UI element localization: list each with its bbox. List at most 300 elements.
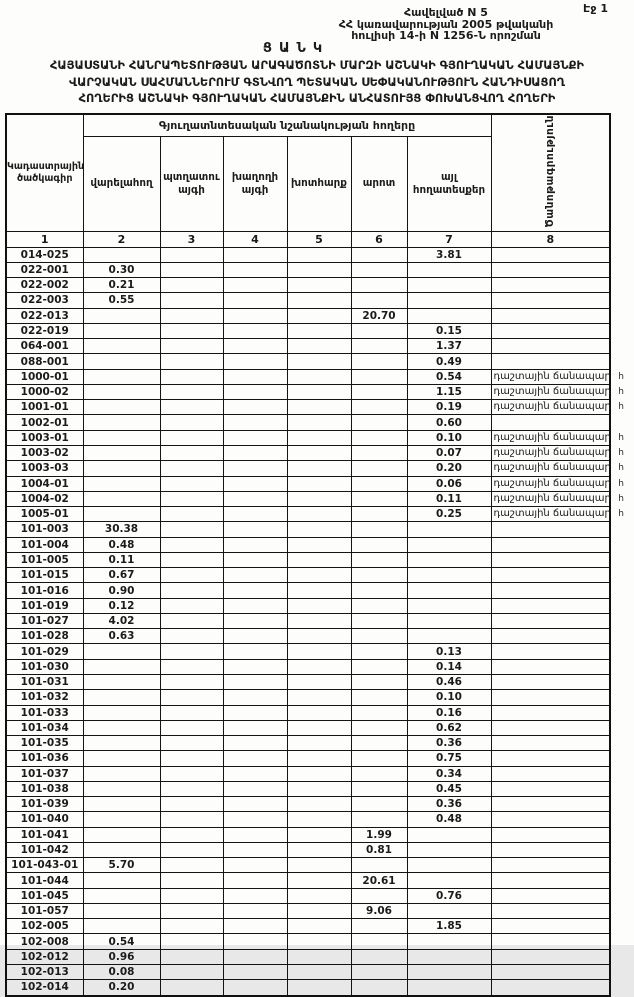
cadastral-code-cell: 064-001 <box>6 339 83 354</box>
cadastral-code-cell: 101-032 <box>6 690 83 705</box>
area-value-cell <box>351 568 407 583</box>
area-value-cell <box>83 797 160 812</box>
area-value-cell: 0.25 <box>407 507 491 522</box>
area-value-cell <box>287 491 351 506</box>
area-value-cell <box>160 873 223 888</box>
table-row <box>6 537 610 552</box>
area-value-cell <box>223 659 287 674</box>
area-value-cell <box>287 644 351 659</box>
table-row <box>6 415 610 430</box>
area-value-cell <box>223 323 287 338</box>
note-cell <box>491 980 610 996</box>
area-value-cell <box>160 965 223 980</box>
area-value-cell <box>160 980 223 996</box>
area-value-cell <box>160 919 223 934</box>
note-cell <box>491 430 625 445</box>
area-value-cell <box>160 781 223 796</box>
area-value-cell <box>223 644 287 659</box>
title-line: ՀՈՂԵՐԻՑ ԱՇՆԱԿԻ ԳՅՈՒՂԱԿԱՆ ՀԱՄԱՅՆՔԻՆ ԱՆՀԱՏՈՒՅՑ ՓՈԽԱՆՑՎՈՂ ՀՈՂԵՐԻ <box>78 91 556 105</box>
table-row <box>6 812 610 827</box>
note-overflow-character: հ <box>618 447 625 458</box>
area-value-cell <box>287 873 351 888</box>
cadastral-code-cell: 101-015 <box>6 568 83 583</box>
area-value-cell <box>287 980 351 996</box>
table-row <box>6 613 610 628</box>
cadastral-code-cell: 101-037 <box>6 766 83 781</box>
table-row <box>6 919 610 934</box>
table-row <box>6 323 610 338</box>
area-value-cell <box>287 339 351 354</box>
area-value-cell: 20.70 <box>351 308 407 323</box>
area-value-cell <box>287 354 351 369</box>
cadastral-code-cell: 101-038 <box>6 781 83 796</box>
table-row <box>6 965 610 980</box>
title-line: ՎԱՐՉԱԿԱՆ ՍԱՀՄԱՆՆԵՐՈՒՄ ԳՏՆՎՈՂ ՊԵՏԱԿԱՆ ՍԵՓԱԿԱՆՈՒԹՅՈՒՆ ՀԱՆԴԻՍԱՑՈՂ <box>69 74 565 89</box>
area-value-cell <box>160 247 223 262</box>
area-value-cell <box>83 461 160 476</box>
cadastral-code-cell: 101-036 <box>6 751 83 766</box>
table-row <box>6 842 610 857</box>
note-cell <box>491 903 610 918</box>
cadastral-code-cell: 1002-01 <box>6 415 83 430</box>
area-value-cell: 0.16 <box>407 705 491 720</box>
area-value-cell <box>287 522 351 537</box>
appendix-line: ՀՀ կառավարության 2005 թվականի <box>338 17 554 31</box>
area-value-cell <box>223 751 287 766</box>
cadastral-code-cell: 022-019 <box>6 323 83 338</box>
area-value-cell <box>351 293 407 308</box>
cadastral-code-cell: 022-002 <box>6 278 83 293</box>
column-number: 8 <box>491 231 610 247</box>
area-value-cell <box>160 736 223 751</box>
cadastral-code-cell: 101-019 <box>6 598 83 613</box>
area-value-cell <box>351 690 407 705</box>
area-value-cell: 0.45 <box>407 781 491 796</box>
column-number: 7 <box>407 231 491 247</box>
area-value-cell <box>83 369 160 384</box>
note-cell <box>491 613 610 628</box>
cadastral-code-cell: 1005-01 <box>6 507 83 522</box>
area-value-cell <box>351 369 407 384</box>
table-row <box>6 827 610 842</box>
area-value-cell: 0.11 <box>83 552 160 567</box>
area-value-cell: 0.30 <box>83 262 160 277</box>
area-value-cell: 0.10 <box>407 430 491 445</box>
cadastral-code-cell: 102-005 <box>6 919 83 934</box>
area-value-cell: 0.14 <box>407 659 491 674</box>
cadastral-code-cell: 101-004 <box>6 537 83 552</box>
area-value-cell <box>287 262 351 277</box>
table-row <box>6 720 610 735</box>
area-value-cell <box>351 888 407 903</box>
area-value-cell <box>351 491 407 506</box>
area-value-cell: 0.55 <box>83 293 160 308</box>
area-value-cell <box>287 568 351 583</box>
area-value-cell <box>160 690 223 705</box>
cadastral-code-cell: 101-039 <box>6 797 83 812</box>
area-value-cell <box>160 384 223 399</box>
note-cell <box>491 949 610 964</box>
area-value-cell <box>223 766 287 781</box>
area-value-cell <box>160 949 223 964</box>
area-value-cell <box>223 491 287 506</box>
area-value-cell <box>223 613 287 628</box>
area-value-cell <box>83 690 160 705</box>
note-text: դաշտային ճանապար <box>493 431 611 443</box>
col-header-orchard: պտղատու այգի <box>160 137 223 231</box>
note-cell <box>491 537 610 552</box>
area-value-cell <box>287 781 351 796</box>
area-value-cell <box>407 568 491 583</box>
area-value-cell <box>160 522 223 537</box>
table-row <box>6 690 610 705</box>
column-number: 2 <box>83 231 160 247</box>
area-value-cell <box>287 552 351 567</box>
column-number: 3 <box>160 231 223 247</box>
area-value-cell <box>160 415 223 430</box>
area-value-cell: 0.60 <box>407 415 491 430</box>
area-value-cell <box>83 507 160 522</box>
area-value-cell: 0.11 <box>407 491 491 506</box>
area-value-cell: 0.15 <box>407 323 491 338</box>
col-header-cadastral-code: Կադաստրային ծածկագիր <box>6 114 83 231</box>
area-value-cell <box>351 659 407 674</box>
note-cell <box>491 736 610 751</box>
area-value-cell <box>160 323 223 338</box>
area-value-cell <box>351 278 407 293</box>
area-value-cell <box>407 552 491 567</box>
area-value-cell <box>160 552 223 567</box>
table-row <box>6 766 610 781</box>
area-value-cell <box>351 598 407 613</box>
area-value-cell <box>407 934 491 949</box>
area-value-cell <box>223 568 287 583</box>
area-value-cell: 0.63 <box>83 629 160 644</box>
area-value-cell <box>223 827 287 842</box>
area-value-cell <box>287 736 351 751</box>
note-overflow-character: հ <box>618 478 625 489</box>
area-value-cell <box>223 720 287 735</box>
area-value-cell <box>223 797 287 812</box>
area-value-cell <box>407 262 491 277</box>
area-value-cell: 0.36 <box>407 797 491 812</box>
area-value-cell <box>407 629 491 644</box>
note-cell <box>491 858 610 873</box>
cadastral-code-cell: 101-029 <box>6 644 83 659</box>
cadastral-code-cell: 1003-02 <box>6 445 83 460</box>
cadastral-code-cell: 1004-02 <box>6 491 83 506</box>
area-value-cell <box>287 537 351 552</box>
area-value-cell <box>223 705 287 720</box>
area-value-cell <box>83 400 160 415</box>
note-text: դաշտային ճանապար <box>493 401 611 413</box>
area-value-cell <box>160 613 223 628</box>
area-value-cell <box>160 934 223 949</box>
area-value-cell <box>287 461 351 476</box>
area-value-cell: 0.67 <box>83 568 160 583</box>
area-value-cell <box>160 339 223 354</box>
note-cell <box>491 278 610 293</box>
cadastral-code-cell: 101-016 <box>6 583 83 598</box>
cadastral-code-cell: 101-028 <box>6 629 83 644</box>
area-value-cell <box>160 705 223 720</box>
note-overflow-character: հ <box>618 509 625 520</box>
col-header-other-lands: այլ հողատեսքեր <box>407 137 491 231</box>
area-value-cell <box>287 430 351 445</box>
table-row <box>6 247 610 262</box>
cadastral-code-cell: 102-008 <box>6 934 83 949</box>
note-text: դաշտային ճանապար <box>493 462 611 474</box>
area-value-cell <box>223 873 287 888</box>
col-header-arable: վարելահող <box>83 137 160 231</box>
area-value-cell <box>351 980 407 996</box>
cadastral-code-cell: 014-025 <box>6 247 83 262</box>
table-row <box>6 278 610 293</box>
area-value-cell <box>407 583 491 598</box>
area-value-cell <box>287 766 351 781</box>
note-overflow-character: հ <box>618 463 625 474</box>
area-value-cell <box>351 384 407 399</box>
area-value-cell <box>83 339 160 354</box>
note-overflow-character: հ <box>618 402 625 413</box>
area-value-cell <box>223 598 287 613</box>
area-value-cell <box>223 445 287 460</box>
area-value-cell <box>407 293 491 308</box>
area-value-cell <box>287 919 351 934</box>
area-value-cell <box>351 323 407 338</box>
table-row <box>6 903 610 918</box>
note-cell <box>491 476 625 491</box>
area-value-cell <box>351 858 407 873</box>
cadastral-code-cell: 022-013 <box>6 308 83 323</box>
area-value-cell <box>83 903 160 918</box>
area-value-cell <box>287 384 351 399</box>
table-row <box>6 751 610 766</box>
note-cell <box>491 720 610 735</box>
note-cell <box>491 339 610 354</box>
area-value-cell <box>160 766 223 781</box>
area-value-cell: 0.90 <box>83 583 160 598</box>
note-cell <box>491 751 610 766</box>
area-value-cell <box>407 903 491 918</box>
area-value-cell: 0.20 <box>83 980 160 996</box>
area-value-cell <box>83 873 160 888</box>
area-value-cell <box>351 522 407 537</box>
note-cell <box>491 919 610 934</box>
area-value-cell <box>160 629 223 644</box>
cadastral-code-cell: 101-003 <box>6 522 83 537</box>
area-value-cell <box>351 644 407 659</box>
area-value-cell: 30.38 <box>83 522 160 537</box>
note-cell <box>491 323 610 338</box>
cadastral-code-cell: 101-035 <box>6 736 83 751</box>
note-cell <box>491 445 625 460</box>
column-number: 4 <box>223 231 287 247</box>
note-cell <box>491 522 610 537</box>
area-value-cell <box>83 705 160 720</box>
area-value-cell: 0.96 <box>83 949 160 964</box>
note-cell <box>491 293 610 308</box>
note-text: դաշտային ճանապար <box>493 386 611 398</box>
note-cell <box>491 965 610 980</box>
column-number: 1 <box>6 231 83 247</box>
table-row <box>6 308 610 323</box>
area-value-cell <box>407 278 491 293</box>
area-value-cell <box>407 980 491 996</box>
area-value-cell <box>287 613 351 628</box>
area-value-cell <box>287 278 351 293</box>
area-value-cell <box>83 323 160 338</box>
area-value-cell <box>83 827 160 842</box>
area-value-cell <box>83 751 160 766</box>
area-value-cell <box>287 705 351 720</box>
area-value-cell <box>351 812 407 827</box>
cadastral-code-cell: 101-045 <box>6 888 83 903</box>
table-row <box>6 369 610 384</box>
cadastral-code-cell: 1001-01 <box>6 400 83 415</box>
table-row <box>6 583 610 598</box>
table-row <box>6 980 610 996</box>
area-value-cell <box>287 842 351 857</box>
area-value-cell <box>160 491 223 506</box>
area-value-cell <box>83 415 160 430</box>
cadastral-code-cell: 102-013 <box>6 965 83 980</box>
cadastral-code-cell: 1000-02 <box>6 384 83 399</box>
area-value-cell: 0.48 <box>407 812 491 827</box>
area-value-cell <box>223 247 287 262</box>
cadastral-code-cell: 1003-01 <box>6 430 83 445</box>
area-value-cell <box>223 476 287 491</box>
area-value-cell <box>83 919 160 934</box>
table-row <box>6 461 610 476</box>
area-value-cell <box>287 629 351 644</box>
column-number-row <box>6 231 610 247</box>
area-value-cell <box>351 766 407 781</box>
col-header-vineyard: խաղողի այգի <box>223 137 287 231</box>
area-value-cell <box>223 736 287 751</box>
area-value-cell: 4.02 <box>83 613 160 628</box>
area-value-cell: 1.85 <box>407 919 491 934</box>
area-value-cell <box>287 293 351 308</box>
cadastral-code-cell: 101-005 <box>6 552 83 567</box>
land-transfer-table <box>5 113 625 997</box>
area-value-cell <box>407 949 491 964</box>
area-value-cell <box>223 354 287 369</box>
area-value-cell: 0.49 <box>407 354 491 369</box>
appendix-line: Հավելված N 5 <box>404 6 488 19</box>
note-cell <box>491 354 610 369</box>
area-value-cell <box>160 842 223 857</box>
table-row <box>6 400 610 415</box>
table-row <box>6 262 610 277</box>
table-row <box>6 781 610 796</box>
title-line: ՀԱՅԱՍՏԱՆԻ ՀԱՆՐԱՊԵՏՈՒԹՅԱՆ ԱՐԱԳԱԾՈՏՆԻ ՄԱՐԶԻ ԱՇՆԱԿԻ ԳՅՈՒՂԱԿԱՆ ՀԱՄԱՅՆՔԻ <box>49 58 584 72</box>
note-overflow-character: հ <box>618 386 625 397</box>
area-value-cell <box>351 949 407 964</box>
table-row <box>6 705 610 720</box>
area-value-cell <box>287 583 351 598</box>
area-value-cell <box>351 262 407 277</box>
area-value-cell <box>223 980 287 996</box>
area-value-cell <box>351 705 407 720</box>
area-value-cell <box>351 965 407 980</box>
area-value-cell <box>287 965 351 980</box>
note-text: դաշտային ճանապար <box>493 492 611 504</box>
area-value-cell <box>83 812 160 827</box>
note-cell <box>491 659 610 674</box>
table-row <box>6 293 610 308</box>
table-row <box>6 476 610 491</box>
area-value-cell <box>160 430 223 445</box>
table-row <box>6 445 610 460</box>
area-value-cell: 0.54 <box>407 369 491 384</box>
area-value-cell: 0.06 <box>407 476 491 491</box>
area-value-cell <box>223 461 287 476</box>
area-value-cell <box>287 415 351 430</box>
area-value-cell <box>287 751 351 766</box>
area-value-cell: 5.70 <box>83 858 160 873</box>
area-value-cell: 0.20 <box>407 461 491 476</box>
area-value-cell <box>351 400 407 415</box>
note-cell <box>491 598 610 613</box>
note-overflow-character: հ <box>618 493 625 504</box>
table-row <box>6 598 610 613</box>
area-value-cell <box>351 781 407 796</box>
note-cell <box>491 384 625 399</box>
area-value-cell <box>407 522 491 537</box>
table-row <box>6 873 610 888</box>
col-group-agricultural-lands: Գյուղատնտեսական նշանակության հողերը <box>83 114 491 137</box>
area-value-cell <box>223 262 287 277</box>
land-table-container <box>5 113 625 997</box>
area-value-cell <box>287 690 351 705</box>
area-value-cell <box>287 476 351 491</box>
area-value-cell <box>351 552 407 567</box>
note-cell <box>491 873 610 888</box>
area-value-cell <box>351 247 407 262</box>
area-value-cell <box>351 720 407 735</box>
area-value-cell <box>407 873 491 888</box>
area-value-cell <box>407 308 491 323</box>
table-row <box>6 354 610 369</box>
area-value-cell <box>351 736 407 751</box>
area-value-cell <box>160 903 223 918</box>
note-text: դաշտային ճանապար <box>493 508 611 520</box>
area-value-cell <box>287 888 351 903</box>
area-value-cell <box>223 522 287 537</box>
area-value-cell <box>160 369 223 384</box>
note-overflow-character: հ <box>618 432 625 443</box>
area-value-cell: 0.81 <box>351 842 407 857</box>
vertical-note-label: Ծանոթագրություն <box>544 115 557 228</box>
area-value-cell: 9.06 <box>351 903 407 918</box>
area-value-cell <box>223 415 287 430</box>
area-value-cell <box>83 842 160 857</box>
area-value-cell <box>223 842 287 857</box>
col-header-hayfield: խոտհարք <box>287 137 351 231</box>
cadastral-code-cell: 101-041 <box>6 827 83 842</box>
area-value-cell <box>83 491 160 506</box>
area-value-cell <box>160 445 223 460</box>
cadastral-code-cell: 1004-01 <box>6 476 83 491</box>
area-value-cell <box>83 766 160 781</box>
table-row <box>6 949 610 964</box>
area-value-cell <box>223 934 287 949</box>
area-value-cell <box>287 720 351 735</box>
area-value-cell <box>287 674 351 689</box>
area-value-cell: 0.34 <box>407 766 491 781</box>
area-value-cell <box>160 751 223 766</box>
